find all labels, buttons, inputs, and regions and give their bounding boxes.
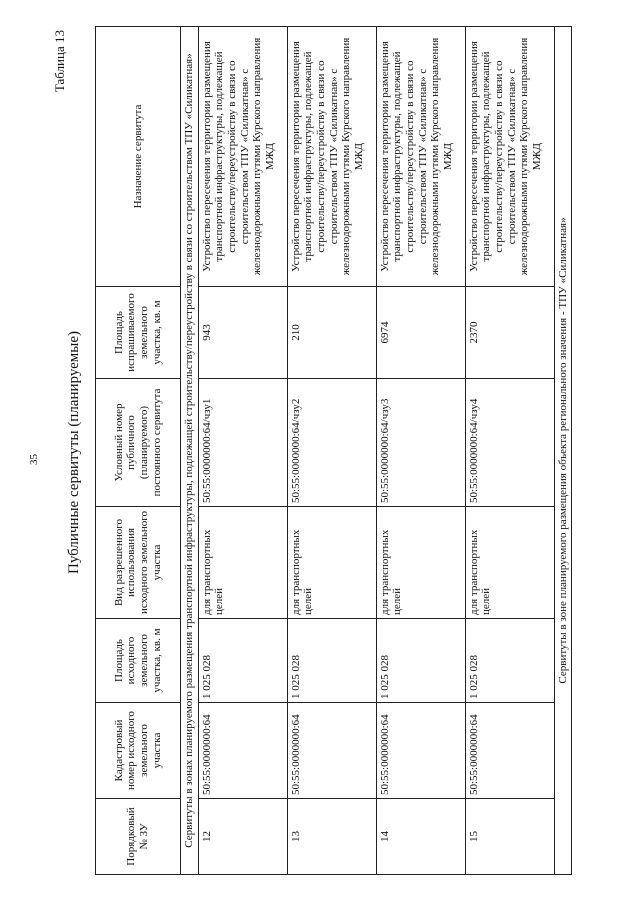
servitude-purpose: Устройство пересечения территории размещения транспортной инфраструктуры, подлежащей строительству/переустройству в связи со строительством ТПУ «Силикатная» с железнодорожными путями Курского направления МЖД: [376, 27, 465, 287]
servitude-purpose: Устройство пересечения территории размещения транспортной инфраструктуры, подлежащей строительству/переустройству в связи со строительством ТПУ «Силикатная» с железнодорожными путями Курского направления МЖД: [465, 27, 554, 287]
row-number: 12: [198, 799, 287, 875]
table-row: [376, 27, 465, 875]
column-header: Вид разрешенного использования исходного земельного участка: [96, 507, 181, 619]
header-row: [96, 27, 181, 875]
source-area: 1 025 028: [198, 619, 287, 703]
requested-area: 210: [287, 287, 376, 379]
source-area: 1 025 028: [376, 619, 465, 703]
requested-area: 2370: [465, 287, 554, 379]
cadastral-number: 50:55:0000000:64: [198, 703, 287, 799]
requested-area: 943: [198, 287, 287, 379]
row-number: 14: [376, 799, 465, 875]
servitude-purpose: Устройство пересечения территории размещения транспортной инфраструктуры, подлежащей строительству/переустройству в связи со строительством ТПУ «Силикатная» с железнодорожными путями Курского направления МЖД: [198, 27, 287, 287]
servitude-number: 50:55:0000000:64/чзу4: [465, 379, 554, 507]
section-heading: Сервитуты в зонах планируемого размещения транспортной инфраструктуры, подлежащей строительству/переустройству в связи со строительством ТПУ «Силикатная»: [181, 27, 199, 875]
page-title: Публичные сервитуты (планируемые): [66, 330, 82, 575]
column-header: Назначение сервитута: [96, 27, 181, 287]
row-number: 15: [465, 799, 554, 875]
cadastral-number: 50:55:0000000:64: [287, 703, 376, 799]
servitude-number: 50:55:0000000:64/чзу2: [287, 379, 376, 507]
permitted-use: для транспортных целей: [287, 507, 376, 619]
servitude-table: [95, 26, 572, 875]
servitude-purpose: Устройство пересечения территории размещения транспортной инфраструктуры, подлежащей строительству/переустройству в связи со строительством ТПУ «Силикатная» с железнодорожными путями Курского направления МЖД: [287, 27, 376, 287]
permitted-use: для транспортных целей: [465, 507, 554, 619]
table-row: [465, 27, 554, 875]
column-header: Площадь исходного земельного участка, кв. м: [96, 619, 181, 703]
source-area: 1 025 028: [287, 619, 376, 703]
table-row: [287, 27, 376, 875]
section-row: [181, 27, 199, 875]
column-header: Кадастровый номер исходного земельного участка: [96, 703, 181, 799]
cadastral-number: 50:55:0000000:64: [376, 703, 465, 799]
requested-area: 6974: [376, 287, 465, 379]
column-header: Условный номер публичного (планируемого) постоянного сервитута: [96, 379, 181, 507]
source-area: 1 025 028: [465, 619, 554, 703]
permitted-use: для транспортных целей: [376, 507, 465, 619]
table-row: [198, 27, 287, 875]
section-heading: Сервитуты в зоне планируемого размещения объекта регионального значения - ТПУ «Силикатная»: [554, 27, 572, 875]
column-header: Площадь испрашиваемого земельного участка, кв. м: [96, 287, 181, 379]
permitted-use: для транспортных целей: [198, 507, 287, 619]
table-number: Таблица 13: [52, 30, 67, 93]
cadastral-number: 50:55:0000000:64: [465, 703, 554, 799]
section-row: [554, 27, 572, 875]
servitude-number: 50:55:0000000:64/чзу1: [198, 379, 287, 507]
column-header: Порядковый № ЗУ: [96, 799, 181, 875]
row-number: 13: [287, 799, 376, 875]
page-number: 35: [28, 454, 40, 465]
servitude-number: 50:55:0000000:64/чзу3: [376, 379, 465, 507]
